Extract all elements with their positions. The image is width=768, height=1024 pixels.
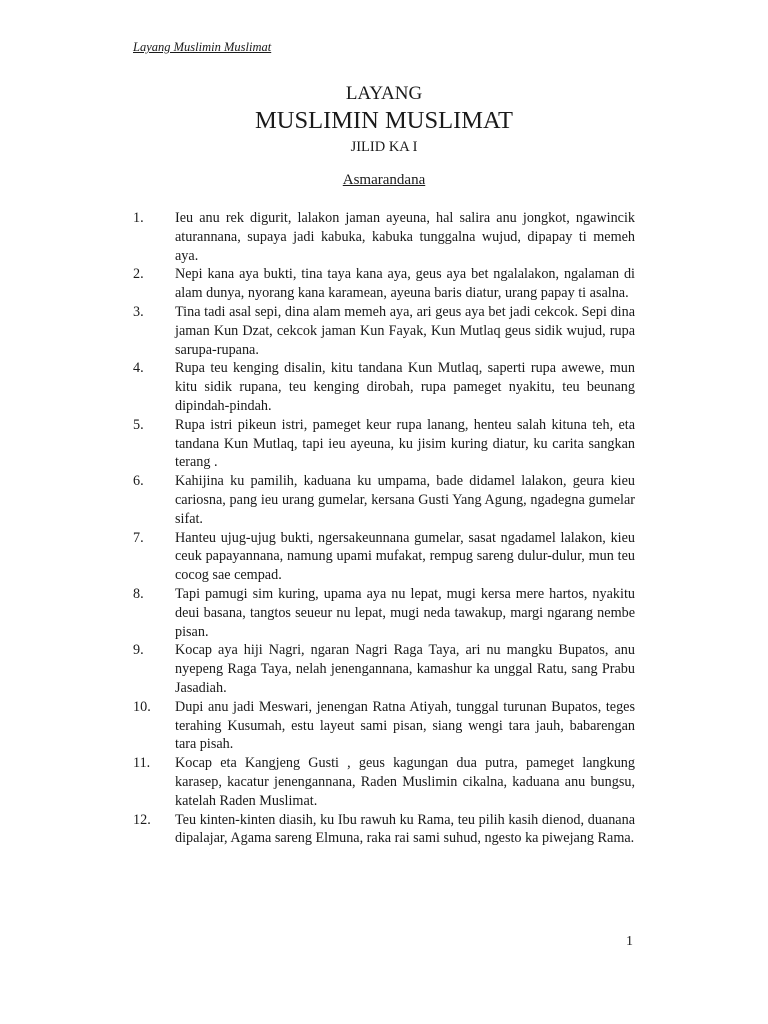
stanza: [133, 472, 635, 528]
section-title: Asmarandana: [342, 172, 426, 188]
title-line-3: JILID KA I: [350, 139, 418, 155]
stanza-number: 12.: [133, 811, 151, 828]
stanza-number: 8.: [133, 585, 144, 602]
stanza-text: Nepi kana aya bukti, tina taya kana aya, geus aya bet ngalalakon, ngalaman di alam dunya, nyorang kana karamean, ayeuna baris diatur, urang papay ti asalna.: [175, 266, 635, 302]
title-line-1: LAYANG: [345, 83, 423, 104]
stanza-text: Rupa istri pikeun istri, pameget keur rupa lanang, henteu salah kituna teh, eta tandana Kun Mutlaq, tapi ieu ayeuna, ku jisim kuring diatur, ku carita sangkan terang .: [175, 416, 635, 471]
stanza-text: Kocap aya hiji Nagri, ngaran Nagri Raga Taya, ari nu mangku Bupatos, anu nyepeng Raga Taya, nelah jenengannana, kamashur ka unggal Ratu, sang Prabu Jasadiah.: [175, 642, 635, 696]
stanza-number: 7.: [133, 529, 144, 546]
stanza-text: Rupa teu kenging disalin, kitu tandana Kun Mutlaq, saperti rupa awewe, mun kitu sidik rupana, teu kenging dirobah, rupa pameget nyakitu, teu beunang dipindah-pindah.: [175, 360, 635, 414]
stanza-number: 4.: [133, 360, 144, 377]
page-number: 1: [626, 934, 633, 949]
stanza: [133, 359, 635, 415]
stanza-number: 11.: [133, 755, 151, 772]
stanza-text: Teu kinten-kinten diasih, ku Ibu rawuh ku Rama, teu pilih kasih dienod, duanana dipalajar, Agama sareng Elmuna, raka rai sami suhud, ngesto ka piwejang Rama.: [175, 811, 635, 847]
stanza: [133, 811, 635, 849]
stanza: [133, 209, 635, 265]
running-header: Layang Muslimin Muslimat: [133, 40, 272, 54]
stanza: [133, 585, 635, 641]
stanza: [133, 754, 635, 810]
stanza-number: 9.: [133, 642, 144, 659]
stanza-text: Tina tadi asal sepi, dina alam memeh aya, ari geus aya bet jadi cekcok. Sepi dina jaman Kun Dzat, cekcok jaman Kun Fayak, Kun Mutlaq geus sidik wujud, rupa sarupa-rupana.: [175, 303, 635, 358]
stanza-number: 5.: [133, 416, 144, 433]
stanza: [133, 416, 635, 472]
stanza: [133, 265, 635, 303]
stanza-number: 1.: [133, 210, 144, 226]
stanza-number: 3.: [133, 303, 144, 320]
stanza-list: [133, 209, 635, 848]
stanza-text: Dupi anu jadi Meswari, jenengan Ratna Atiyah, tunggal turunan Bupatos, teges terahing Kusumah, estu layeut sami pisan, siang wengi tara jauh, babarengan tara pisah.: [175, 698, 635, 753]
stanza: [133, 529, 635, 585]
stanza-text: Kocap eta Kangjeng Gusti , geus kagungan dua putra, pameget langkung karasep, kacatur jenengannana, Raden Muslimin cikalna, kaduana anu bungsu, katelah Raden Muslimat.: [175, 755, 635, 809]
stanza-number: 10.: [133, 698, 151, 715]
stanza-number: 6.: [133, 473, 144, 490]
stanza-text: Tapi pamugi sim kuring, upama aya nu lepat, mugi kersa mere hartos, nyakitu deui basana, tangtos seueur nu lepat, mugi neda tawakup, margi ngarang nembe pisan.: [175, 585, 635, 640]
stanza: [133, 641, 635, 697]
stanza: [133, 698, 635, 754]
stanza-text: Ieu anu rek digurit, lalakon jaman ayeuna, hal salira anu jongkot, ngawincik aturannana, supaya jadi kabuka, kabuka tunggalna wujud, dipapay ti memeh aya.: [175, 210, 635, 264]
stanza-text: Kahijina ku pamilih, kaduana ku umpama, bade didamel lalakon, geura kieu cariosna, pang ieu urang gumelar, kersana Gusti Yang Agung, ngadegna gumelar sifat.: [175, 473, 635, 527]
title-block: [0, 82, 768, 157]
title-line-2: MUSLIMIN MUSLIMAT: [255, 107, 513, 134]
stanza-text: Hanteu ujug-ujug bukti, ngersakeunnana gumelar, sasat ngadamel lalakon, kieu ceuk papayannana, namung upami mufakat, rempug sareng dulur-dulur, mun teu cocog sae cempad.: [175, 529, 635, 584]
stanza: [133, 303, 635, 359]
stanza-number: 2.: [133, 266, 144, 283]
